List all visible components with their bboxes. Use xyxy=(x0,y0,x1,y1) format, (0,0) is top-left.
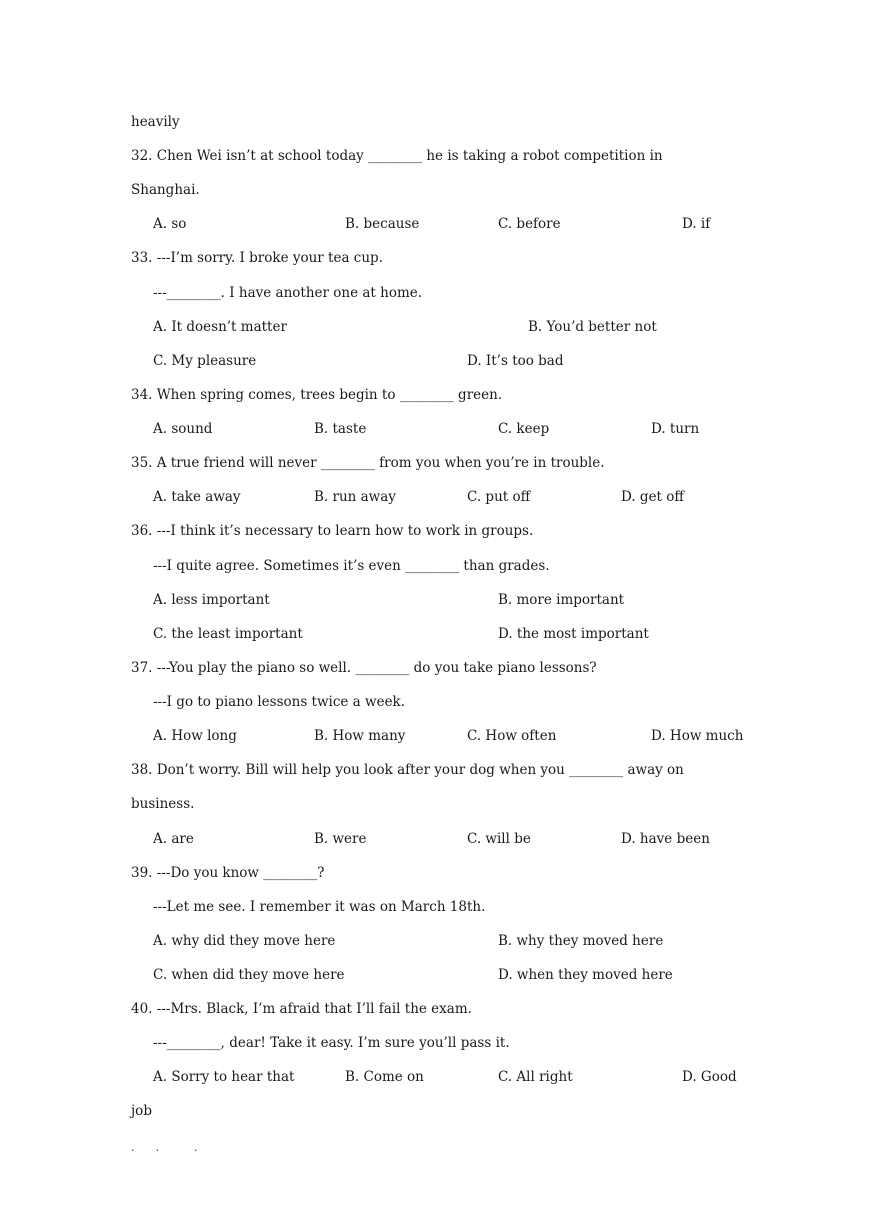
q39-option-c: C. when did they move here xyxy=(153,967,345,983)
question-38: 38. Don’t worry. Bill will help you look after your dog when you ________ away on xyxy=(131,762,684,778)
q37-option-c: C. How often xyxy=(467,728,557,744)
q37-option-a: A. How long xyxy=(153,728,237,744)
q35-option-b: B. run away xyxy=(314,489,396,505)
continuation-text: heavily xyxy=(131,114,180,130)
q34-option-a: A. sound xyxy=(153,421,213,437)
q36-option-a: A. less important xyxy=(153,592,270,608)
question-37: 37. ---You play the piano so well. ________ do you take piano lessons? xyxy=(131,660,597,676)
question-39: 39. ---Do you know ________? xyxy=(131,865,325,881)
q39-option-b: B. why they moved here xyxy=(498,933,664,949)
trailing-dots: . . . xyxy=(131,1141,198,1154)
q36-option-c: C. the least important xyxy=(153,626,303,642)
question-33: 33. ---I’m sorry. I broke your tea cup. xyxy=(131,250,383,266)
q32-option-a: A. so xyxy=(153,216,187,232)
q33-option-a: A. It doesn’t matter xyxy=(153,319,287,335)
q36-option-b: B. more important xyxy=(498,592,625,608)
q40-option-d-cont: job xyxy=(131,1103,152,1119)
q40-option-b: B. Come on xyxy=(345,1069,424,1085)
question-39-reply: ---Let me see. I remember it was on March 18th. xyxy=(153,899,486,915)
q35-option-a: A. take away xyxy=(153,489,241,505)
q38-option-c: C. will be xyxy=(467,831,531,847)
q39-option-d: D. when they moved here xyxy=(498,967,673,983)
q40-option-a: A. Sorry to hear that xyxy=(153,1069,295,1085)
q34-option-b: B. taste xyxy=(314,421,367,437)
question-36: 36. ---I think it’s necessary to learn how to work in groups. xyxy=(131,523,534,539)
q39-option-a: A. why did they move here xyxy=(153,933,336,949)
q33-option-b: B. You’d better not xyxy=(528,319,657,335)
question-32: 32. Chen Wei isn’t at school today ________ he is taking a robot competition in xyxy=(131,148,663,164)
q35-option-c: C. put off xyxy=(467,489,531,505)
q34-option-c: C. keep xyxy=(498,421,550,437)
q32-option-b: B. because xyxy=(345,216,420,232)
question-40: 40. ---Mrs. Black, I’m afraid that I’ll fail the exam. xyxy=(131,1001,472,1017)
q38-option-d: D. have been xyxy=(621,831,710,847)
question-37-reply: ---I go to piano lessons twice a week. xyxy=(153,694,406,710)
question-38-cont: business. xyxy=(131,796,195,812)
question-35: 35. A true friend will never ________ from you when you’re in trouble. xyxy=(131,455,605,471)
q40-option-d: D. Good xyxy=(682,1069,737,1085)
q38-option-a: A. are xyxy=(153,831,194,847)
question-32-cont: Shanghai. xyxy=(131,182,200,198)
q32-option-d: D. if xyxy=(682,216,711,232)
question-33-reply: ---________. I have another one at home. xyxy=(153,285,423,301)
question-36-reply: ---I quite agree. Sometimes it’s even ________ than grades. xyxy=(153,558,550,574)
q37-option-d: D. How much xyxy=(651,728,744,744)
q33-option-c: C. My pleasure xyxy=(153,353,257,369)
q32-option-c: C. before xyxy=(498,216,561,232)
q36-option-d: D. the most important xyxy=(498,626,649,642)
q34-option-d: D. turn xyxy=(651,421,700,437)
question-40-reply: ---________, dear! Take it easy. I’m sure you’ll pass it. xyxy=(153,1035,510,1051)
q33-option-d: D. It’s too bad xyxy=(467,353,564,369)
q38-option-b: B. were xyxy=(314,831,367,847)
q40-option-c: C. All right xyxy=(498,1069,573,1085)
q37-option-b: B. How many xyxy=(314,728,406,744)
q35-option-d: D. get off xyxy=(621,489,684,505)
question-34: 34. When spring comes, trees begin to ________ green. xyxy=(131,387,503,403)
